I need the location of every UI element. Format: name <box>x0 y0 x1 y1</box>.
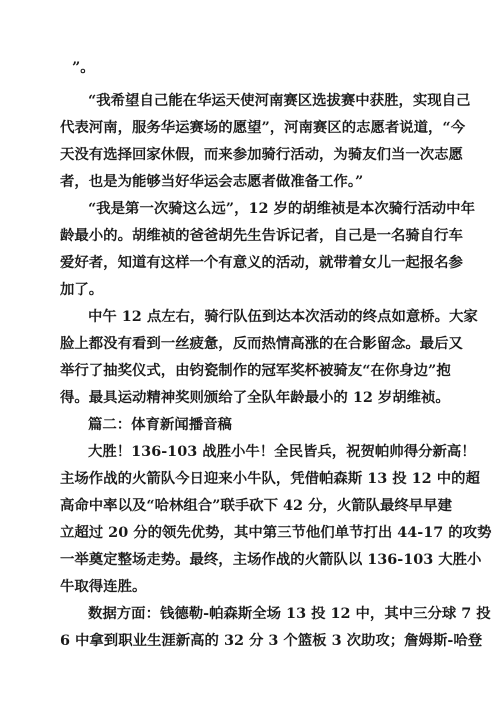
text-line: “我是第一次骑这么远”，12 岁的胡维祯是本次骑行活动中年 <box>88 200 475 217</box>
text-line: 脸上都没有看到一丝疲惫，反而热情高涨的在合影留念。最后又 <box>60 335 463 352</box>
text-line: ”。 <box>72 59 95 76</box>
text-line: 龄最小的。胡维祯的爸爸胡先生告诉记者，自己是一名骑自行车 <box>60 227 463 244</box>
text-line: 爱好者，知道有这样一个有意义的活动，就带着女儿一起报名参 <box>60 254 463 271</box>
text-line: “我希望自己能在华运天使河南赛区选拔赛中获胜，实现自己 <box>88 92 471 109</box>
text-line: 天没有选择回家休假，而来参加骑行活动，为骑友们当一次志愿 <box>60 146 463 163</box>
text-line: 数据方面：钱德勒-帕森斯全场 13 投 12 中，其中三分球 7 投 <box>88 605 491 622</box>
text-line: 6 中拿到职业生涯新高的 32 分 3 个篮板 3 次助攻；詹姆斯-哈登 <box>60 632 483 649</box>
text-line: 立超过 20 分的领先优势，其中第三节他们单节打出 44-17 的攻势 <box>60 524 492 541</box>
text-line: 牛取得连胜。 <box>60 578 147 595</box>
text-line: 大胜！136-103 战胜小牛！全民皆兵，祝贺帕帅得分新高！ <box>88 443 476 460</box>
text-line: 主场作战的火箭队今日迎来小牛队，凭借帕森斯 13 投 12 中的超 <box>60 470 480 487</box>
text-line: 中午 12 点左右，骑行队伍到达本次活动的终点如意桥。大家 <box>88 308 478 325</box>
text-line: 加了。 <box>60 281 104 298</box>
text-line: 者，也是为能够当好华运会志愿者做准备工作。” <box>60 173 364 190</box>
text-line: 得。最具运动精神奖则颁给了全队年龄最小的 12 岁胡维祯。 <box>60 389 450 406</box>
section-heading: 篇二：体育新闻播音稿 <box>88 416 232 433</box>
text-line: 一举奠定整场走势。最终，主场作战的火箭队以 136-103 大胜小 <box>60 551 482 568</box>
text-line: 举行了抽奖仪式，由钧瓷制作的冠军奖杯被骑友“在你身边”抱 <box>60 362 451 379</box>
text-line: 代表河南，服务华运赛场的愿望”，河南赛区的志愿者说道，“今 <box>60 119 466 136</box>
text-line: 高命中率以及“哈林组合”联手砍下 42 分，火箭队最终早早建 <box>60 497 452 514</box>
